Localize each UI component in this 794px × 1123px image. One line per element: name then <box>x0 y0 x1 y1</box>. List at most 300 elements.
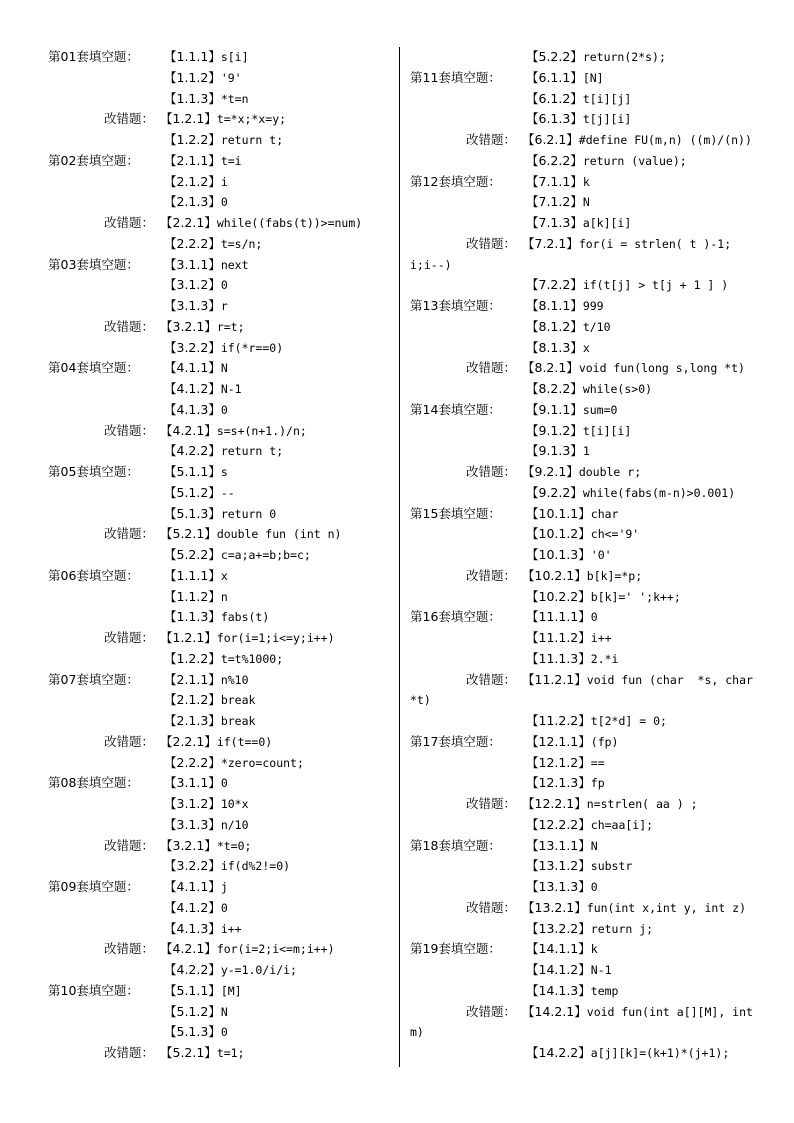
set-heading: 第03套填空题： <box>48 256 139 272</box>
answer-line <box>48 400 400 421</box>
question-number: 【10.1.1】 <box>526 505 591 521</box>
question-number: 【6.1.1】 <box>526 69 583 85</box>
answer-text: temp <box>590 983 619 998</box>
answer-line <box>410 877 762 898</box>
correction-heading: 改错题： <box>466 796 517 811</box>
question-number: 【4.2.2】 <box>164 443 221 459</box>
answer-text: fabs(t) <box>220 610 270 625</box>
question-number: 【8.2.2】 <box>526 381 583 396</box>
answer-line <box>48 1022 400 1043</box>
question-number: 【4.1.2】 <box>164 899 221 915</box>
question-number: 【4.1.2】 <box>164 381 221 396</box>
answer-line <box>410 711 762 732</box>
correction-heading: 改错题： <box>104 111 155 127</box>
question-number: 【9.1.3】 <box>526 443 583 459</box>
answer-line <box>48 89 400 110</box>
answer-line <box>410 504 762 525</box>
answer-text: N <box>590 838 598 853</box>
answer-line <box>410 234 762 255</box>
question-number: 【6.1.3】 <box>526 111 583 127</box>
set-heading: 第16套填空题： <box>410 609 501 625</box>
answer-text: return j; <box>590 921 654 936</box>
question-number: 【14.1.1】 <box>526 941 591 957</box>
question-number: 【3.2.2】 <box>164 339 221 355</box>
answer-text: ch<='9' <box>590 527 640 542</box>
answer-line <box>48 939 400 960</box>
answer-text: for(i=2;i<=m;i++) <box>216 942 335 957</box>
answer-line <box>48 815 400 836</box>
answer-line <box>48 379 400 400</box>
answer-line <box>410 1022 762 1043</box>
answer-line <box>410 275 762 296</box>
answer-text: k <box>590 942 598 957</box>
answer-line <box>410 919 762 940</box>
answer-text: n <box>220 589 228 604</box>
answer-text: t=*x;*x=y; <box>216 112 287 127</box>
correction-heading: 改错题： <box>104 837 155 853</box>
answer-line <box>410 151 762 172</box>
answer-line <box>48 358 400 379</box>
answer-text: t=i <box>220 153 242 168</box>
set-heading: 第19套填空题： <box>410 941 501 957</box>
answer-text: break <box>220 714 256 728</box>
answer-text: t=1; <box>216 1046 245 1060</box>
answer-text: 0 <box>590 610 598 625</box>
answer-text: fp <box>590 776 605 791</box>
question-number: 【9.1.1】 <box>526 401 583 417</box>
question-number: 【12.2.2】 <box>526 816 591 832</box>
question-number: 【5.1.2】 <box>164 484 221 500</box>
answer-text: i++ <box>590 631 612 645</box>
answer-line <box>410 732 762 753</box>
answer-text: k <box>582 174 590 189</box>
answer-line <box>48 919 400 940</box>
correction-heading: 改错题： <box>104 733 155 749</box>
answer-line <box>48 255 400 276</box>
answer-line <box>48 1002 400 1023</box>
answer-line <box>410 524 762 545</box>
question-number: 【13.1.2】 <box>526 858 591 874</box>
set-heading: 第10套填空题： <box>48 982 139 998</box>
question-number: 【9.2.1】 <box>522 464 579 479</box>
answer-text: *t=0; <box>216 838 252 853</box>
question-number: 【6.1.2】 <box>526 90 583 106</box>
answer-text: [M] <box>220 983 242 998</box>
answer-line <box>48 670 400 691</box>
set-heading: 第09套填空题： <box>48 879 139 894</box>
answer-text: while((fabs(t))>=num) <box>216 216 363 230</box>
answer-line <box>48 981 400 1002</box>
answer-text: return t; <box>220 444 284 459</box>
answer-text: 0 <box>220 278 228 293</box>
set-heading: 第02套填空题： <box>48 152 139 168</box>
answer-line <box>48 773 400 794</box>
answer-line <box>48 587 400 608</box>
answer-line <box>410 607 762 628</box>
answer-line <box>48 317 400 338</box>
answer-line <box>48 960 400 981</box>
answer-text: s <box>220 465 228 479</box>
answer-line <box>48 794 400 815</box>
question-number: 【10.2.1】 <box>522 567 587 583</box>
question-number: 【4.2.1】 <box>160 941 217 957</box>
set-heading: 第05套填空题： <box>48 464 139 479</box>
answer-line <box>410 441 762 462</box>
answer-text: char <box>590 506 619 521</box>
set-heading: 第01套填空题： <box>48 49 139 64</box>
answer-text: x <box>582 340 590 355</box>
question-number: 【2.1.1】 <box>164 152 221 168</box>
answer-text: b[k]=*p; <box>586 568 643 583</box>
answer-line <box>48 1043 400 1064</box>
question-number: 【14.2.1】 <box>522 1003 587 1019</box>
question-number: 【2.1.1】 <box>164 671 221 687</box>
answer-line <box>410 753 762 774</box>
answer-text: '9' <box>220 70 242 85</box>
answer-line <box>410 628 762 649</box>
question-number: 【2.1.2】 <box>164 692 221 708</box>
question-number: 【12.2.1】 <box>522 796 587 811</box>
answer-text: N <box>582 195 590 210</box>
question-number: 【13.1.3】 <box>526 879 591 894</box>
answer-line <box>410 130 762 151</box>
set-heading: 第14套填空题： <box>410 401 501 417</box>
answer-text: return(2*s); <box>582 50 666 64</box>
question-number: 【12.1.3】 <box>526 775 591 791</box>
answer-text: t=s/n; <box>220 236 263 251</box>
answer-line <box>410 89 762 110</box>
question-number: 【3.1.3】 <box>164 298 221 313</box>
question-number: 【5.2.1】 <box>160 526 217 542</box>
answer-text: N <box>220 1004 228 1019</box>
answer-text: ch=aa[i]; <box>590 817 654 832</box>
answer-text: [N] <box>582 70 604 85</box>
answer-line <box>410 68 762 89</box>
answer-text: if(t==0) <box>216 734 273 749</box>
answer-line <box>48 504 400 525</box>
answer-line <box>410 109 762 130</box>
correction-heading: 改错题： <box>104 422 155 438</box>
answer-text: 0 <box>220 402 228 417</box>
answer-text: y-=1.0/i/i; <box>220 963 297 977</box>
correction-heading: 改错题： <box>104 630 155 645</box>
question-number: 【3.2.1】 <box>160 318 217 334</box>
answer-line <box>410 172 762 193</box>
set-heading: 第13套填空题： <box>410 298 501 313</box>
answer-line <box>410 338 762 359</box>
answer-line <box>48 856 400 877</box>
answer-text: i++ <box>220 921 242 936</box>
question-number: 【4.1.1】 <box>164 879 221 894</box>
answer-text: -- <box>220 485 235 500</box>
answer-line <box>410 358 762 379</box>
question-number: 【10.2.2】 <box>526 588 591 604</box>
answer-text: 0 <box>220 1025 228 1040</box>
question-number: 【1.1.1】 <box>164 567 221 583</box>
answer-line <box>48 566 400 587</box>
answer-line <box>410 794 762 815</box>
answer-line <box>48 607 400 628</box>
question-number: 【5.2.2】 <box>164 547 221 562</box>
answer-line <box>48 234 400 255</box>
question-number: 【2.1.3】 <box>164 194 221 210</box>
question-number: 【7.2.1】 <box>522 235 579 251</box>
question-number: 【5.1.3】 <box>164 505 221 521</box>
question-number: 【2.1.3】 <box>164 713 221 728</box>
question-number: 【9.2.2】 <box>526 484 583 500</box>
question-number: 【1.1.3】 <box>164 609 221 625</box>
answer-line <box>48 732 400 753</box>
correction-heading: 改错题： <box>466 1003 517 1019</box>
answer-line <box>48 109 400 130</box>
set-heading: 第18套填空题： <box>410 837 501 853</box>
continuation-text: i;i--) <box>410 257 452 272</box>
answer-text: *zero=count; <box>220 755 304 770</box>
answer-line <box>48 877 400 898</box>
answer-text: '0' <box>590 548 612 562</box>
question-number: 【1.1.3】 <box>164 90 221 106</box>
answer-text: void fun (char *s, char <box>586 672 753 687</box>
answer-text: r=t; <box>216 319 245 334</box>
question-number: 【13.2.1】 <box>522 899 587 915</box>
answer-line <box>410 400 762 421</box>
answer-text: t[j][i] <box>582 112 632 127</box>
answer-text: break <box>220 693 256 708</box>
continuation-text: *t) <box>410 693 431 708</box>
question-number: 【5.1.3】 <box>164 1024 221 1040</box>
set-heading: 第11套填空题： <box>410 69 501 85</box>
set-heading: 第15套填空题： <box>410 505 501 521</box>
answer-line <box>410 815 762 836</box>
answer-text: *t=n <box>220 91 249 106</box>
answer-text: void fun(long s,long *t) <box>578 361 745 376</box>
question-number: 【2.1.2】 <box>164 173 221 189</box>
answer-line <box>410 192 762 213</box>
answer-text: c=a;a+=b;b=c; <box>220 548 311 562</box>
question-number: 【3.1.3】 <box>164 816 221 832</box>
column-divider <box>399 47 400 1067</box>
answer-text: if(*r==0) <box>220 340 284 355</box>
answer-line <box>410 856 762 877</box>
set-heading: 第12套填空题： <box>410 173 501 189</box>
answer-text: j <box>220 880 228 894</box>
answer-line <box>410 462 762 483</box>
answer-text: 2.*i <box>590 651 619 666</box>
answer-line <box>48 753 400 774</box>
question-number: 【1.2.1】 <box>160 630 217 645</box>
answer-text: i <box>220 174 228 189</box>
answer-text: double r; <box>578 465 642 479</box>
answer-line <box>48 338 400 359</box>
answer-text: return t; <box>220 133 284 147</box>
answer-line <box>48 545 400 566</box>
answer-line <box>410 47 762 68</box>
set-heading: 第08套填空题： <box>48 775 139 791</box>
question-number: 【5.2.1】 <box>160 1045 217 1060</box>
question-number: 【8.1.2】 <box>526 318 583 334</box>
question-number: 【11.2.1】 <box>522 671 587 687</box>
question-number: 【1.1.2】 <box>164 69 221 85</box>
answer-line <box>410 836 762 857</box>
answer-text: if(d%2!=0) <box>220 859 291 874</box>
answer-text: 0 <box>220 900 228 915</box>
answer-line <box>48 213 400 234</box>
question-number: 【3.1.1】 <box>164 256 221 272</box>
question-number: 【5.1.1】 <box>164 982 221 998</box>
answer-line <box>410 773 762 794</box>
set-heading: 第17套填空题： <box>410 733 501 749</box>
continuation-text: m) <box>410 1025 424 1040</box>
answer-text: sum=0 <box>582 402 618 417</box>
question-number: 【7.2.2】 <box>526 277 583 293</box>
answer-text: if(t[j] > t[j + 1 ] ) <box>582 278 729 293</box>
answer-text: t/10 <box>582 319 611 334</box>
question-number: 【5.1.2】 <box>164 1003 221 1019</box>
question-number: 【7.1.3】 <box>526 215 583 230</box>
answer-text: 1 <box>582 444 590 459</box>
answer-line <box>410 690 762 711</box>
answer-text: next <box>220 257 249 272</box>
question-number: 【3.1.2】 <box>164 277 221 293</box>
question-number: 【3.2.2】 <box>164 858 221 874</box>
answer-line <box>410 960 762 981</box>
answer-text: while(fabs(m-n)>0.001) <box>582 485 736 500</box>
correction-heading: 改错题： <box>466 235 517 251</box>
question-number: 【8.2.1】 <box>522 360 579 376</box>
answer-text: while(s>0) <box>582 382 653 396</box>
answer-line <box>48 192 400 213</box>
question-number: 【2.2.2】 <box>164 235 221 251</box>
answer-line <box>410 296 762 317</box>
answer-text: void fun(int a[][M], int <box>586 1004 753 1019</box>
correction-heading: 改错题： <box>104 1045 155 1060</box>
right-answer-column <box>410 47 762 1064</box>
question-number: 【10.1.3】 <box>526 547 591 562</box>
answer-line <box>48 690 400 711</box>
answer-text: a[k][i] <box>582 216 632 230</box>
answer-line <box>48 441 400 462</box>
question-number: 【9.1.2】 <box>526 422 583 438</box>
set-heading: 第07套填空题： <box>48 671 139 687</box>
question-number: 【14.2.2】 <box>526 1045 591 1060</box>
answer-line <box>410 483 762 504</box>
answer-text: n%10 <box>220 672 249 687</box>
question-number: 【11.2.2】 <box>526 713 591 728</box>
question-number: 【7.1.2】 <box>526 194 583 210</box>
answer-line <box>410 898 762 919</box>
answer-text: t=t%1000; <box>220 651 284 666</box>
question-number: 【13.2.2】 <box>526 920 591 936</box>
question-number: 【4.2.2】 <box>164 962 221 977</box>
answer-text: N-1 <box>590 963 612 977</box>
correction-heading: 改错题： <box>104 941 155 957</box>
answer-text: a[j][k]=(k+1)*(j+1); <box>590 1046 730 1060</box>
answer-text: 999 <box>582 299 604 313</box>
answer-text: r <box>220 299 228 313</box>
question-number: 【8.1.3】 <box>526 339 583 355</box>
correction-heading: 改错题： <box>466 671 517 687</box>
answer-line <box>410 1043 762 1064</box>
correction-heading: 改错题： <box>104 215 155 230</box>
answer-text: 0 <box>590 880 598 894</box>
question-number: 【1.2.2】 <box>164 650 221 666</box>
answer-line <box>410 545 762 566</box>
answer-text: return (value); <box>582 153 687 168</box>
answer-text: N <box>220 361 228 376</box>
answer-line <box>410 566 762 587</box>
question-number: 【12.1.1】 <box>526 733 591 749</box>
answer-text: for(i = strlen( t )-1; <box>578 236 732 251</box>
answer-line <box>48 47 400 68</box>
question-number: 【3.1.1】 <box>164 775 221 791</box>
question-number: 【1.1.1】 <box>164 49 221 64</box>
correction-heading: 改错题： <box>466 464 517 479</box>
answer-text: t[i][i] <box>582 423 632 438</box>
question-number: 【3.1.2】 <box>164 796 221 811</box>
answer-line <box>410 421 762 442</box>
answer-text: b[k]=' ';k++; <box>590 589 681 604</box>
answer-text: for(i=1;i<=y;i++) <box>216 631 335 645</box>
correction-heading: 改错题： <box>466 360 517 376</box>
answer-line <box>48 524 400 545</box>
question-number: 【8.1.1】 <box>526 298 583 313</box>
answer-line <box>48 898 400 919</box>
question-number: 【7.1.1】 <box>526 173 583 189</box>
answer-text: n=strlen( aa ) ; <box>586 797 698 811</box>
set-heading: 第06套填空题： <box>48 567 139 583</box>
answer-text: 10*x <box>220 797 249 811</box>
answer-line <box>48 68 400 89</box>
answer-text: == <box>590 755 605 770</box>
question-number: 【11.1.1】 <box>526 609 591 625</box>
question-number: 【4.2.1】 <box>160 422 217 438</box>
answer-text: N-1 <box>220 382 242 396</box>
answer-text: (fp) <box>590 734 619 749</box>
answer-line <box>410 981 762 1002</box>
answer-line <box>410 317 762 338</box>
answer-text: t[2*d] = 0; <box>590 714 667 728</box>
question-number: 【6.2.1】 <box>522 132 579 147</box>
question-number: 【12.1.2】 <box>526 754 591 770</box>
question-number: 【5.1.1】 <box>164 464 221 479</box>
question-number: 【2.2.1】 <box>160 215 217 230</box>
answer-line <box>410 1002 762 1023</box>
question-number: 【11.1.3】 <box>526 650 591 666</box>
answer-line <box>410 379 762 400</box>
answer-text: #define FU(m,n) ((m)/(n)) <box>578 133 752 147</box>
answer-line <box>48 151 400 172</box>
correction-heading: 改错题： <box>466 132 517 147</box>
set-heading: 第04套填空题： <box>48 360 139 376</box>
question-number: 【13.1.1】 <box>526 837 591 853</box>
answer-line <box>48 628 400 649</box>
answer-line <box>48 483 400 504</box>
question-number: 【2.2.2】 <box>164 754 221 770</box>
answer-line <box>48 462 400 483</box>
question-number: 【14.1.3】 <box>526 982 591 998</box>
correction-heading: 改错题： <box>466 567 517 583</box>
answer-text: double fun (int n) <box>216 527 342 542</box>
answer-line <box>48 421 400 442</box>
answer-text: s=s+(n+1.)/n; <box>216 423 307 438</box>
answer-line <box>48 836 400 857</box>
answer-text: n/10 <box>220 817 249 832</box>
answer-line <box>48 711 400 732</box>
answer-text: 0 <box>220 776 228 791</box>
question-number: 【6.2.2】 <box>526 152 583 168</box>
answer-line <box>410 670 762 691</box>
question-number: 【2.2.1】 <box>160 733 217 749</box>
